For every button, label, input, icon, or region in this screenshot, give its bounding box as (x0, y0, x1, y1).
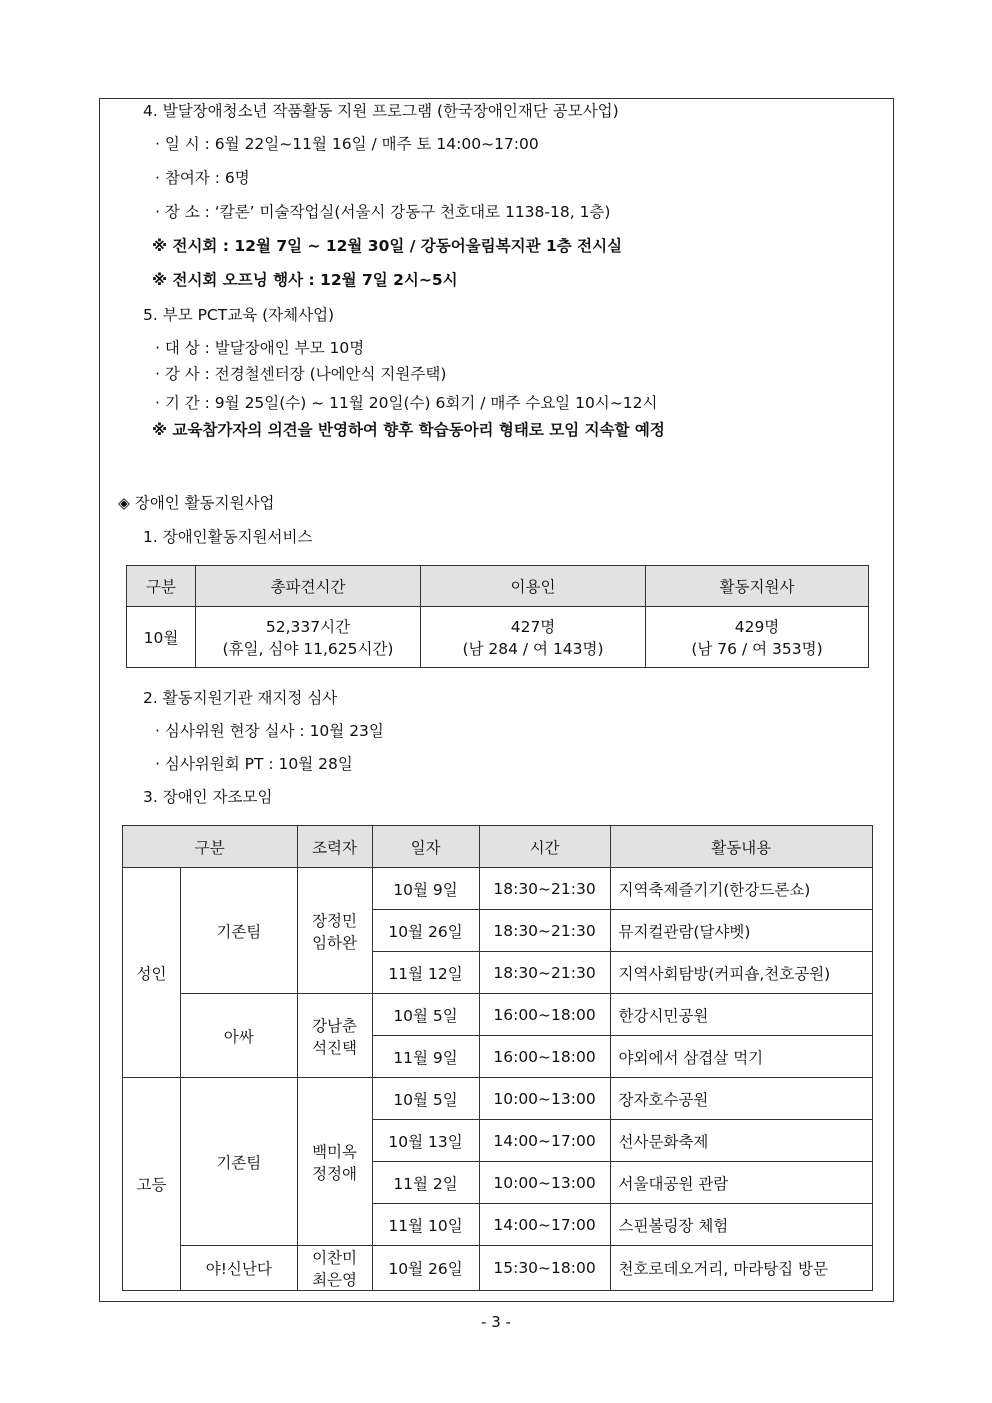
hours-total: 52,337시간 (265, 618, 351, 636)
col-header-category: 구분 (127, 566, 196, 607)
time-cell: 18:30~21:30 (479, 868, 610, 910)
time-cell: 16:00~18:00 (479, 994, 610, 1036)
col-header-time: 시간 (479, 826, 610, 868)
helper-name: 임하완 (312, 933, 357, 952)
col-header-helpers: 활동지원사 (646, 566, 869, 607)
sec5-lecturer: · 강 사 : 전경철센터장 (나에안식 지원주택) (155, 365, 447, 383)
activity-cell: 야외에서 삼겹살 먹기 (610, 1036, 872, 1078)
date-cell: 11월 12일 (372, 952, 479, 994)
activity-cell: 한강시민공원 (610, 994, 872, 1036)
time-cell: 14:00~17:00 (479, 1204, 610, 1246)
users-breakdown: (남 284 / 여 143명) (462, 640, 604, 658)
sec5-title: 5. 부모 PCT교육 (자체사업) (143, 306, 335, 324)
helper-cell-d (297, 1246, 372, 1291)
date-cell: 10월 5일 (372, 1078, 479, 1120)
helper-name: 장정민 (312, 911, 357, 930)
time-cell: 16:00~18:00 (479, 1036, 610, 1078)
sec4-participants: · 참여자 : 6명 (155, 169, 250, 187)
helper-name: 이찬미 (312, 1249, 357, 1267)
sec4-exhibit: ※ 전시회 : 12월 7일 ~ 12월 30일 / 강동어울림복지관 1층 전시실 (152, 237, 623, 255)
activity-cell: 선사문화축제 (610, 1120, 872, 1162)
month-cell: 10월 (127, 607, 196, 668)
team-asa: 아싸 (181, 994, 298, 1078)
time-cell: 14:00~17:00 (479, 1120, 610, 1162)
support-heading: ◈ 장애인 활동지원사업 (118, 494, 275, 512)
helpers-breakdown: (남 76 / 여 353명) (691, 640, 823, 658)
time-cell: 15:30~18:00 (479, 1246, 610, 1291)
helper-cell-b (297, 994, 372, 1078)
self-help-group-table (122, 825, 873, 1291)
date-cell: 10월 26일 (372, 1246, 479, 1291)
hours-holiday: (휴일, 심야 11,625시간) (222, 640, 394, 658)
review-pt: · 심사위원회 PT : 10월 28일 (155, 755, 353, 773)
activity-cell: 장자호수공원 (610, 1078, 872, 1120)
col-header-activity: 활동내용 (610, 826, 872, 868)
sec4-opening: ※ 전시회 오프닝 행사 : 12월 7일 2시~5시 (152, 271, 458, 289)
helper-name: 석진택 (312, 1038, 357, 1057)
activity-cell: 뮤지컬관람(달샤벳) (610, 910, 872, 952)
hours-cell (196, 607, 421, 668)
helper-name: 정정애 (312, 1164, 357, 1183)
date-cell: 10월 13일 (372, 1120, 479, 1162)
activity-support-table (126, 565, 869, 668)
activity-cell: 지역축제즐기기(한강드론쇼) (610, 868, 872, 910)
page-number: - 3 - (481, 1313, 511, 1331)
helpers-cell (646, 607, 869, 668)
helper-name: 최은영 (312, 1271, 357, 1289)
users-total: 427명 (510, 618, 556, 636)
team-existing-adult: 기존팀 (181, 868, 298, 994)
team-existing-high: 기존팀 (181, 1078, 298, 1246)
group-high: 고등 (123, 1078, 181, 1291)
sec5-note: ※ 교육참가자의 의견을 반영하여 향후 학습동아리 형태로 모임 지속할 예정 (152, 421, 665, 439)
sec5-period: · 기 간 : 9월 25일(수) ~ 11월 20일(수) 6회기 / 매주 수요일 10시~12시 (155, 394, 658, 412)
team-yasin: 야!신난다 (181, 1246, 298, 1291)
date-cell: 10월 5일 (372, 994, 479, 1036)
group-adult: 성인 (123, 868, 181, 1078)
helper-cell-a (297, 868, 372, 994)
time-cell: 18:30~21:30 (479, 910, 610, 952)
sec4-title: 4. 발달장애청소년 작품활동 지원 프로그램 (한국장애인재단 공모사업) (143, 102, 619, 120)
helper-name: 백미옥 (312, 1142, 357, 1161)
col-header-hours: 총파견시간 (196, 566, 421, 607)
time-cell: 10:00~13:00 (479, 1078, 610, 1120)
helpers-total: 429명 (734, 618, 780, 636)
activity-cell: 지역사회탐방(커피숍,천호공원) (610, 952, 872, 994)
time-cell: 10:00~13:00 (479, 1162, 610, 1204)
activity-cell: 서울대공원 관람 (610, 1162, 872, 1204)
sec5-target: · 대 상 : 발달장애인 부모 10명 (155, 339, 365, 357)
col-header-helper: 조력자 (297, 826, 372, 868)
sec4-date: · 일 시 : 6월 22일~11월 16일 / 매주 토 14:00~17:00 (155, 135, 539, 153)
date-cell: 11월 9일 (372, 1036, 479, 1078)
support-sub1: 1. 장애인활동지원서비스 (143, 528, 313, 546)
date-cell: 11월 10일 (372, 1204, 479, 1246)
helper-name: 강남춘 (312, 1016, 357, 1035)
col-header-users: 이용인 (421, 566, 646, 607)
users-cell (421, 607, 646, 668)
date-cell: 11월 2일 (372, 1162, 479, 1204)
col-header-group: 구분 (123, 826, 298, 868)
sec4-place: · 장 소 : ‘칼론’ 미술작업실(서울시 강동구 천호대로 1138-18, 1층) (155, 203, 611, 221)
support-sub3: 3. 장애인 자조모임 (143, 788, 273, 806)
review-onsite: · 심사위원 현장 실사 : 10월 23일 (155, 722, 384, 740)
col-header-date: 일자 (372, 826, 479, 868)
date-cell: 10월 9일 (372, 868, 479, 910)
time-cell: 18:30~21:30 (479, 952, 610, 994)
date-cell: 10월 26일 (372, 910, 479, 952)
helper-cell-c (297, 1078, 372, 1246)
activity-cell: 스핀볼링장 체험 (610, 1204, 872, 1246)
activity-cell: 천호로데오거리, 마라탕집 방문 (610, 1246, 872, 1291)
support-sub2: 2. 활동지원기관 재지정 심사 (143, 689, 338, 707)
